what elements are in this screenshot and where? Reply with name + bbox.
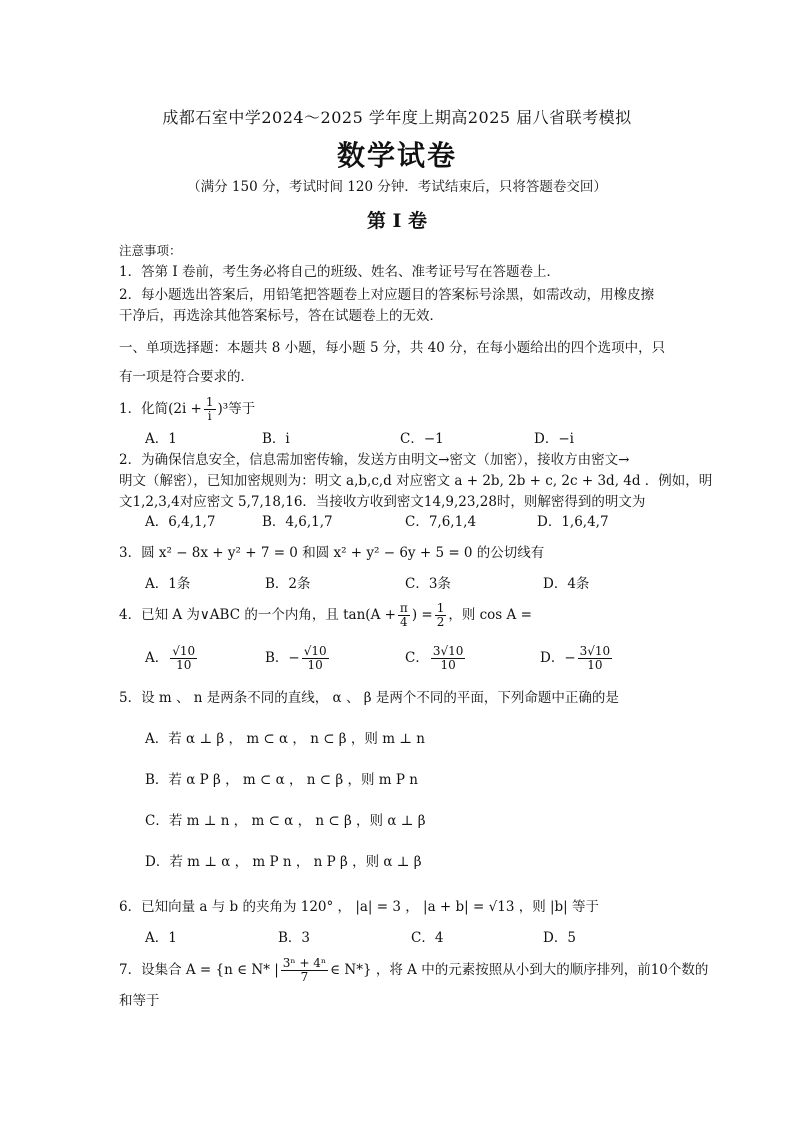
- q7-fraction: [281, 957, 328, 984]
- volume-heading: 第 I 卷: [366, 210, 428, 232]
- notes-item-2-line-2: 干净后，再选涂其他答案标号，答在试题卷上的无效．: [119, 308, 443, 324]
- q4-mid: ) =: [411, 607, 433, 623]
- q4-option-a-fraction: [170, 645, 197, 672]
- q7-prefix: 7．设集合 A = {n ∈ N* |: [119, 962, 279, 978]
- q4-option-c-den: 10: [440, 658, 456, 672]
- q7-frac-num: 3ⁿ + 4ⁿ: [282, 955, 327, 970]
- notes-item-2-line-1: 2．每小题选出答案后，用铅笔把答题卷上对应题目的答案标号涂黑，如需改动，用橡皮擦: [119, 287, 655, 303]
- q7-frac-den: 7: [300, 970, 309, 984]
- q3-option-c: C．3条: [405, 576, 451, 592]
- q1-option-a: A．1: [145, 431, 177, 447]
- q4-option-d-num: 3√10: [579, 643, 611, 658]
- q4-option-b-den: 10: [307, 658, 323, 672]
- q4-half-den: 2: [436, 615, 445, 629]
- q6-option-c: C．4: [411, 930, 444, 946]
- q5-text: 5．设 m 、 n 是两条不同的直线， α 、 β 是两个不同的平面，下列命题中正确的是: [119, 690, 619, 706]
- q4-pi-den: 4: [400, 615, 408, 629]
- q2-option-a: A．6,4,1,7: [145, 514, 216, 530]
- q3-option-b: B．2条: [265, 576, 311, 592]
- q1-prefix: 1．化简: [119, 401, 169, 418]
- q7-suffix: ∈ N*} ，将 A 中的元素按照从小到大的顺序排列，前10个数的: [330, 962, 709, 978]
- q4-option-b-num: √10: [303, 643, 327, 658]
- q4-option-c-num: 3√10: [432, 643, 464, 658]
- q5-option-a: A．若 α ⊥ β ， m ⊂ α ， n ⊂ β ，则 m ⊥ n: [145, 731, 425, 747]
- q4-option-a-num: √10: [172, 643, 196, 658]
- q2-option-d: D．1,6,4,7: [537, 514, 609, 530]
- q3-text: 3．圆 x² − 8x + y² + 7 = 0 和圆 x² + y² − 6y + 5 = 0 的公切线有: [119, 545, 545, 561]
- q4-pi-num: π: [399, 600, 408, 615]
- q2-line-1: 2．为确保信息安全，信息需加密传输，发送方由明文→密文（加密），接收方由密文→: [119, 452, 630, 468]
- q5-option-c: C．若 m ⊥ n ， m ⊂ α ， n ⊂ β ，则 α ⊥ β: [145, 813, 426, 829]
- question-4: [119, 601, 532, 629]
- exam-subtitle: （满分 150 分，考试时间 120 分钟．考试结束后，只将答题卷交回）: [187, 179, 607, 195]
- q5-option-d: D．若 m ⊥ α ， m P n ， n P β ，则 α ⊥ β: [145, 854, 422, 870]
- q4-half-fraction: [435, 602, 447, 629]
- q4-option-c-label: C．: [405, 650, 429, 666]
- q4-option-b-fraction: [302, 645, 329, 672]
- q4-option-a-label: A．: [145, 650, 169, 666]
- q4-prefix: 4．已知 A 为∨ABC 的一个内角，且 tan(A +: [119, 607, 396, 623]
- q6-option-d: D．5: [543, 930, 576, 946]
- q4-option-d-fraction: [578, 645, 613, 672]
- q4-option-c-fraction: [431, 645, 466, 672]
- q4-option-b-label: B．: [265, 650, 289, 666]
- q7-line-2: 和等于: [119, 993, 160, 1009]
- notes-item-1: 1．答第 I 卷前，考生务必将自己的班级、姓名、准考证号写在答题卷上．: [119, 264, 561, 280]
- q6-text: 6．已知向量 a 与 b 的夹角为 120° ， |a| = 3 ， |a + b| = √13 ，则 |b| 等于: [119, 899, 600, 915]
- page-title: 数学试卷: [336, 139, 457, 172]
- section-heading-line-2: 有一项是符合要求的．: [119, 369, 254, 385]
- exam-header: 成都石室中学2024～2025 学年度上期高2025 届八省联考模拟: [162, 108, 632, 127]
- q4-option-a: [145, 640, 199, 676]
- q4-option-a-den: 10: [176, 658, 192, 672]
- q1-frac-num: 1: [205, 395, 214, 409]
- q4-option-d-den: 10: [587, 658, 603, 672]
- q1-option-b: B．i: [262, 431, 290, 447]
- q4-option-c: [405, 640, 467, 676]
- q5-option-b: B．若 α P β ， m ⊂ α ， n ⊂ β ，则 m P n: [145, 772, 418, 788]
- q2-line-2: 明文（解密），已知加密规则为：明文 a,b,c,d 对应密文 a + 2b, 2b + c, 2c + 3d, 4d ．例如，明: [119, 473, 713, 489]
- q1-suffix: 等于: [228, 401, 256, 418]
- question-1: [119, 396, 255, 423]
- q6-option-a: A．1: [145, 930, 177, 946]
- q4-option-b: [265, 640, 331, 676]
- question-7: [119, 955, 708, 985]
- q4-option-d: [540, 640, 614, 676]
- q4-option-d-label: D．: [540, 650, 565, 666]
- q6-option-b: B．3: [278, 930, 311, 946]
- q1-expr-b: )³: [217, 401, 229, 418]
- q4-pi-fraction: [398, 602, 410, 629]
- q2-option-c: C．7,6,1,4: [405, 514, 477, 530]
- notes-heading: 注意事项：: [119, 243, 182, 258]
- q4-option-d-sign: −: [564, 650, 576, 666]
- q1-expr-a: (2i +: [168, 401, 202, 418]
- q2-line-3: 文1,2,3,4对应密文 5,7,18,16．当接收方收到密文14,9,23,28时，则解密得到的明文为: [119, 494, 646, 510]
- q1-frac-den: i: [207, 409, 212, 424]
- q3-option-a: A．1条: [145, 576, 191, 592]
- q1-option-c: C．−1: [400, 431, 444, 447]
- q2-option-b: B．4,6,1,7: [262, 514, 333, 530]
- q4-option-b-sign: −: [288, 650, 300, 666]
- q3-option-d: D．4条: [543, 576, 590, 592]
- q1-fraction: [204, 396, 216, 423]
- q1-option-d: D．−i: [534, 431, 574, 447]
- q4-half-num: 1: [436, 600, 445, 615]
- section-heading-line-1: 一、单项选择题：本题共 8 小题，每小题 5 分，共 40 分，在每小题给出的四个选项中，只: [119, 340, 666, 356]
- q4-suffix: ，则 cos A =: [448, 607, 532, 623]
